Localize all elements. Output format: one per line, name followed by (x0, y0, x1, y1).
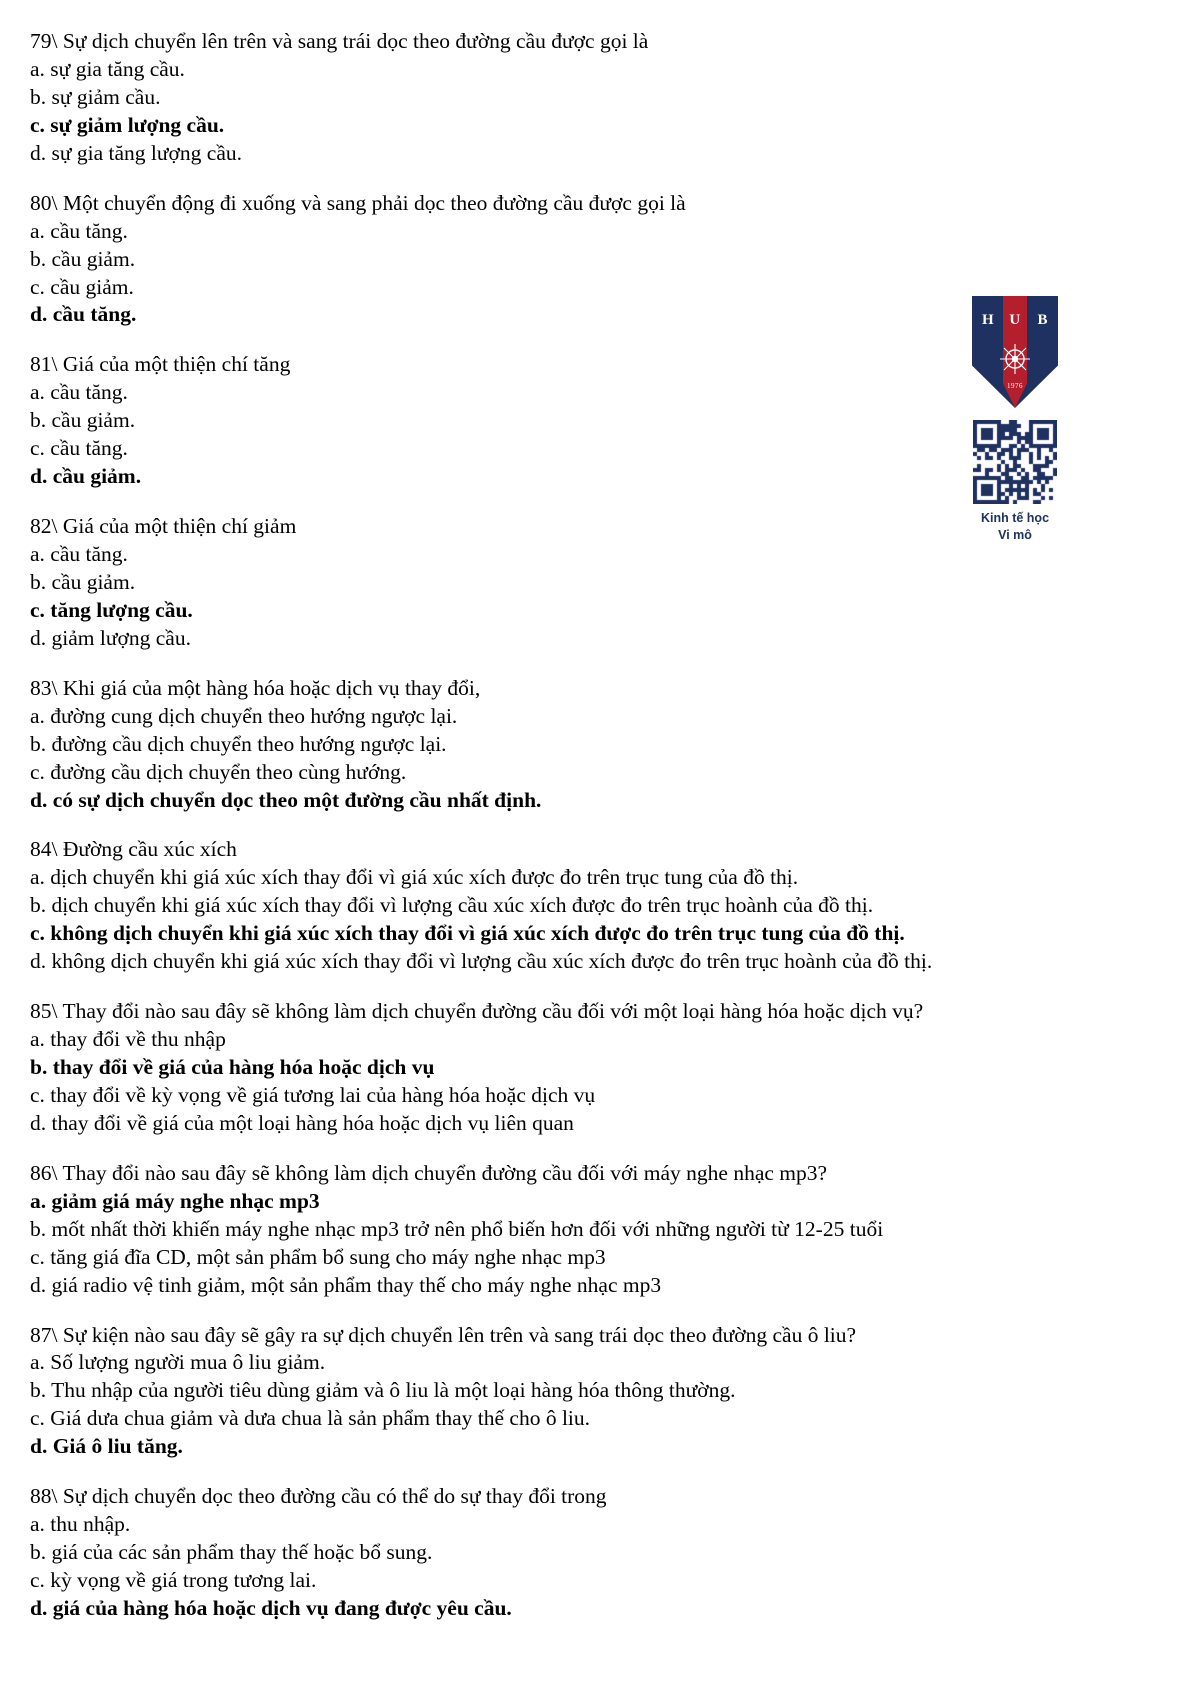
question-list (30, 28, 1150, 1623)
shield-year: 1976 (1007, 382, 1023, 390)
answer-option[interactable]: d. có sự dịch chuyển dọc theo một đường cầu nhất định. (30, 787, 542, 812)
question-stem: 80\ Một chuyển động đi xuống và sang phải dọc theo đường cầu được gọi là (30, 190, 686, 215)
question-block (30, 28, 1150, 168)
answer-option[interactable]: c. kỳ vọng về giá trong tương lai. (30, 1568, 317, 1592)
answer-option[interactable]: b. dịch chuyển khi giá xúc xích thay đổi vì lượng cầu xúc xích được đo trên trục hoành của đồ thị. (30, 893, 874, 918)
answer-option[interactable]: d. Giá ô liu tăng. (30, 1434, 183, 1459)
answer-option[interactable]: c. Giá dưa chua giảm và dưa chua là sản phẩm thay thế cho ô liu. (30, 1406, 591, 1431)
answer-option[interactable]: b. cầu giảm. (30, 408, 136, 433)
answer-option[interactable]: a. thay đổi về thu nhập (30, 1027, 226, 1052)
answer-option[interactable]: b. thay đổi về giá của hàng hóa hoặc dịch vụ (30, 1055, 435, 1079)
qr-code-icon (973, 420, 1057, 504)
question-stem: 84\ Đường cầu xúc xích (30, 837, 237, 862)
answer-option[interactable]: a. dịch chuyển khi giá xúc xích thay đổi vì giá xúc xích được đo trên trục tung của đồ thị. (30, 865, 799, 890)
answer-option[interactable]: d. giảm lượng cầu. (30, 625, 191, 650)
answer-option[interactable]: a. cầu tăng. (30, 542, 128, 566)
question-block (30, 1483, 1150, 1623)
answer-option[interactable]: a. Số lượng người mua ô liu giảm. (30, 1350, 326, 1375)
question-block (30, 998, 1150, 1138)
badge-caption-line2: Vi mô (998, 527, 1032, 542)
question-stem: 82\ Giá của một thiện chí giảm (30, 514, 297, 539)
answer-option[interactable]: c. không dịch chuyển khi giá xúc xích thay đổi vì giá xúc xích được đo trên trục tung của đồ thị. (30, 921, 905, 946)
answer-option[interactable]: b. giá của các sản phẩm thay thế hoặc bổ sung. (30, 1540, 433, 1565)
answer-option[interactable]: c. sự giảm lượng cầu. (30, 112, 225, 137)
shield-letter-b: B (1037, 312, 1048, 328)
question-stem: 86\ Thay đổi nào sau đây sẽ không làm dịch chuyển đường cầu đối với máy nghe nhạc mp3? (30, 1160, 828, 1185)
question-stem: 88\ Sự dịch chuyển dọc theo đường cầu có thể do sự thay đổi trong (30, 1484, 607, 1509)
answer-option[interactable]: b. Thu nhập của người tiêu dùng giảm và ô liu là một loại hàng hóa thông thường. (30, 1378, 736, 1403)
answer-option[interactable]: d. không dịch chuyển khi giá xúc xích thay đổi vì lượng cầu xúc xích được đo trên trục hoành của đồ thị. (30, 949, 933, 974)
shield-letter-h: H (982, 312, 995, 328)
answer-option[interactable]: a. cầu tăng. (30, 218, 128, 243)
answer-option[interactable]: d. giá của hàng hóa hoặc dịch vụ đang được yêu cầu. (30, 1595, 512, 1620)
question-stem: 79\ Sự dịch chuyển lên trên và sang trái dọc theo đường cầu được gọi là (30, 29, 649, 53)
answer-option[interactable]: d. cầu giảm. (30, 464, 142, 489)
badge-caption-line1: Kinh tế học (980, 511, 1050, 525)
answer-option[interactable]: c. đường cầu dịch chuyển theo cùng hướng. (30, 759, 407, 784)
answer-option[interactable]: b. mốt nhất thời khiến máy nghe nhạc mp3 trở nên phổ biến hơn đối với những người từ 12-25 tuổi (30, 1216, 884, 1241)
answer-option[interactable]: b. cầu giảm. (30, 569, 136, 594)
answer-option[interactable]: b. cầu giảm. (30, 246, 136, 271)
answer-option[interactable]: b. sự giảm cầu. (30, 84, 161, 109)
answer-option[interactable]: c. cầu giảm. (30, 274, 134, 299)
answer-option[interactable]: c. cầu tăng. (30, 436, 128, 461)
answer-option[interactable]: a. giảm giá máy nghe nhạc mp3 (30, 1188, 320, 1213)
shield-letter-u: U (1009, 312, 1021, 328)
answer-option[interactable]: d. thay đổi về giá của một loại hàng hóa hoặc dịch vụ liên quan (30, 1110, 574, 1135)
emblem-icon (995, 342, 1035, 376)
question-block (30, 1160, 1150, 1300)
shield-logo-icon (972, 296, 1058, 408)
answer-option[interactable]: d. cầu tăng. (30, 302, 137, 327)
answer-option[interactable]: a. sự gia tăng cầu. (30, 56, 185, 81)
question-stem: 87\ Sự kiện nào sau đây sẽ gây ra sự dịch chuyển lên trên và sang trái dọc theo đường cầu ô liu? (30, 1322, 857, 1347)
question-block (30, 675, 1150, 815)
institution-badge (950, 296, 1080, 544)
answer-option[interactable]: d. giá radio vệ tinh giảm, một sản phẩm thay thế cho máy nghe nhạc mp3 (30, 1272, 662, 1297)
question-block (30, 1322, 1150, 1462)
question-stem: 85\ Thay đổi nào sau đây sẽ không làm dịch chuyển đường cầu đối với một loại hàng hóa hoặc dịch vụ? (30, 999, 924, 1024)
answer-option[interactable]: c. tăng giá đĩa CD, một sản phẩm bổ sung cho máy nghe nhạc mp3 (30, 1244, 606, 1269)
answer-option[interactable]: c. tăng lượng cầu. (30, 597, 193, 622)
answer-option[interactable]: c. thay đổi về kỳ vọng về giá tương lai của hàng hóa hoặc dịch vụ (30, 1082, 596, 1107)
answer-option[interactable]: d. sự gia tăng lượng cầu. (30, 140, 243, 165)
question-block (30, 836, 1150, 976)
answer-option[interactable]: a. thu nhập. (30, 1512, 131, 1537)
answer-option[interactable]: b. đường cầu dịch chuyển theo hướng ngược lại. (30, 731, 447, 756)
question-stem: 83\ Khi giá của một hàng hóa hoặc dịch vụ thay đổi, (30, 675, 481, 700)
question-stem: 81\ Giá của một thiện chí tăng (30, 352, 291, 377)
answer-option[interactable]: a. cầu tăng. (30, 380, 128, 405)
answer-option[interactable]: a. đường cung dịch chuyển theo hướng ngược lại. (30, 703, 458, 728)
